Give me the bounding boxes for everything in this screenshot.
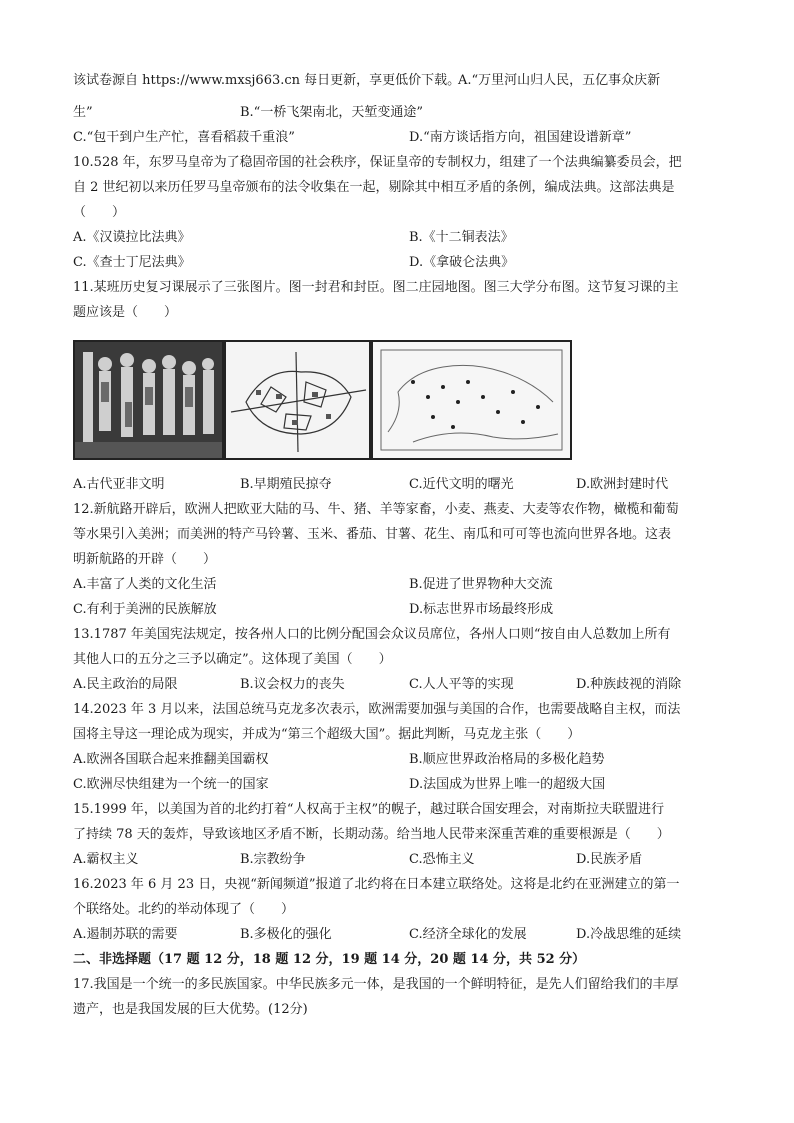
q14-option-d: D.法国成为世界上唯一的超级大国 (409, 777, 606, 792)
header-row (0, 72, 794, 90)
q10-options-row-1 (0, 229, 794, 247)
q17-stem-line-2: 遗产，也是我国发展的巨大优势。(12分) (73, 1002, 308, 1017)
q10-stem-line-1: 10.528 年，东罗马皇帝为了稳固帝国的社会秩序，保证皇帝的专制权力，组建了一个法典编纂委员会，把 (73, 155, 682, 170)
q13-stem-line-1: 13.1787 年美国宪法规定，按各州人口的比例分配国会众议员席位，各州人口则“按自由人总数加上所有 (73, 627, 671, 642)
q16-options-row (0, 926, 794, 944)
q17-stem-line-1: 17.我国是一个统一的多民族国家。中华民族多元一体，是我国的一个鲜明特征，是先人们留给我们的丰厚 (73, 977, 679, 992)
q10-options-row-2 (0, 254, 794, 272)
q12-option-c: C.有利于美洲的民族解放 (73, 602, 217, 617)
q9-options-row-2 (0, 129, 794, 147)
q10-option-a: A.《汉谟拉比法典》 (73, 230, 191, 245)
q14-options-row-2 (0, 776, 794, 794)
q12-stem-line-2: 等水果引入美洲；而美洲的特产马铃薯、玉米、番茄、甘薯、花生、南瓜和可可等也流向世界各地。这表 (73, 527, 672, 542)
q11-option-d: D.欧洲封建时代 (576, 477, 669, 492)
q15-stem-line-2: 了持续 78 天的轰炸，导致该地区矛盾不断，长期动荡。给当地人民带来深重苦难的重要根源是（ ） (73, 827, 670, 842)
q14-option-a: A.欧洲各国联合起来推翻美国霸权 (73, 752, 269, 767)
q16-option-a: A.遏制苏联的需要 (73, 927, 178, 942)
q15-option-a: A.霸权主义 (73, 852, 139, 867)
q15-options-row (0, 851, 794, 869)
q16-option-b: B.多极化的强化 (240, 927, 332, 942)
source-note: 该试卷源自 https://www.mxsj663.cn 每日更新，享更低价下载。 (73, 73, 461, 88)
q15-option-b: B.宗教纷争 (240, 852, 306, 867)
q12-option-b: B.促进了世界物种大交流 (409, 577, 553, 592)
figure-lord-and-vassal (73, 340, 224, 460)
q11-stem-line-2: 题应该是（ ） (73, 305, 178, 320)
q12-option-a: A.丰富了人类的文化生活 (73, 577, 217, 592)
section-heading-non-multiple-choice: 二、非选择题（17 题 12 分，18 题 12 分，19 题 14 分，20 题 14 分，共 52 分） (73, 952, 586, 967)
q11-stem-line-1: 11.某班历史复习课展示了三张图片。图一封君和封臣。图二庄园地图。图三大学分布图。这节复习课的主 (73, 280, 679, 295)
q12-stem-line-3: 明新航路的开辟（ ） (73, 552, 217, 567)
q13-stem-line-2: 其他人口的五分之三予以确定”。这体现了美国（ ） (73, 652, 392, 667)
q13-option-b: B.议会权力的丧失 (240, 677, 345, 692)
figure-university-distribution-drawing (373, 342, 570, 458)
q13-option-a: A.民主政治的局限 (73, 677, 178, 692)
q14-stem-line-2: 国将主导这一理论成为现实，并成为“第三个超级大国”。据此判断，马克龙主张（ ） (73, 727, 581, 742)
q14-stem-line-1: 14.2023 年 3 月以来，法国总统马克龙多次表示，欧洲需要加强与美国的合作，也需要战略自主权，而法 (73, 702, 681, 717)
q10-option-c: C.《查士丁尼法典》 (73, 255, 191, 270)
q16-stem-line-1: 16.2023 年 6 月 23 日，央视“新闻频道”报道了北约将在日本建立联络处。这将是北约在亚洲建立的第一 (73, 877, 680, 892)
q9-option-c: C.“包干到户生产忙，喜看稻菽千重浪” (73, 130, 295, 145)
figure-lord-and-vassal-illustration (75, 342, 222, 458)
q13-option-c: C.人人平等的实现 (409, 677, 514, 692)
q12-stem-line-1: 12.新航路开辟后，欧洲人把欧亚大陆的马、牛、猪、羊等家畜，小麦、燕麦、大麦等农作物，橄榄和葡萄 (73, 502, 679, 517)
q11-option-a: A.古代亚非文明 (73, 477, 165, 492)
q10-stem-line-3: （ ） (73, 205, 126, 220)
q11-option-c: C.近代文明的曙光 (409, 477, 514, 492)
q12-options-row-2 (0, 601, 794, 619)
q11-option-b: B.早期殖民掠夺 (240, 477, 332, 492)
q9-option-a-end: 生” (73, 105, 93, 120)
q9-option-d: D.“南方谈话指方向，祖国建设谱新章” (409, 130, 632, 145)
figure-manor-map (224, 340, 371, 460)
q9-options-row-1 (0, 104, 794, 122)
q10-option-b: B.《十二铜表法》 (409, 230, 514, 245)
q13-options-row (0, 676, 794, 694)
q12-options-row-1 (0, 576, 794, 594)
q14-option-b: B.顺应世界政治格局的多极化趋势 (409, 752, 605, 767)
q16-option-d: D.冷战思维的延续 (576, 927, 682, 942)
q10-option-d: D.《拿破仑法典》 (409, 255, 515, 270)
q11-options-row (0, 476, 794, 494)
q14-options-row-1 (0, 751, 794, 769)
q12-option-d: D.标志世界市场最终形成 (409, 602, 554, 617)
q16-option-c: C.经济全球化的发展 (409, 927, 527, 942)
q14-option-c: C.欧洲尽快组建为一个统一的国家 (73, 777, 269, 792)
q15-stem-line-1: 15.1999 年，以美国为首的北约打着“人权高于主权”的幌子，越过联合国安理会，对南斯拉夫联盟进行 (73, 802, 665, 817)
q13-option-d: D.种族歧视的消除 (576, 677, 682, 692)
figure-manor-map-drawing (226, 342, 369, 458)
q9-option-b: B.“一桥飞架南北，天堑变通途” (240, 105, 423, 120)
q15-option-d: D.民族矛盾 (576, 852, 643, 867)
q10-stem-line-2: 自 2 世纪初以来历任罗马皇帝颁布的法令收集在一起，剔除其中相互矛盾的条例，编成法典。这部法典是 (73, 180, 675, 195)
q16-stem-line-2: 个联络处。北约的举动体现了（ ） (73, 902, 295, 917)
q15-option-c: C.恐怖主义 (409, 852, 475, 867)
q9-option-a-start: A.“万里河山归人民，五亿事众庆新 (458, 73, 661, 88)
figure-university-distribution-map (371, 340, 572, 460)
